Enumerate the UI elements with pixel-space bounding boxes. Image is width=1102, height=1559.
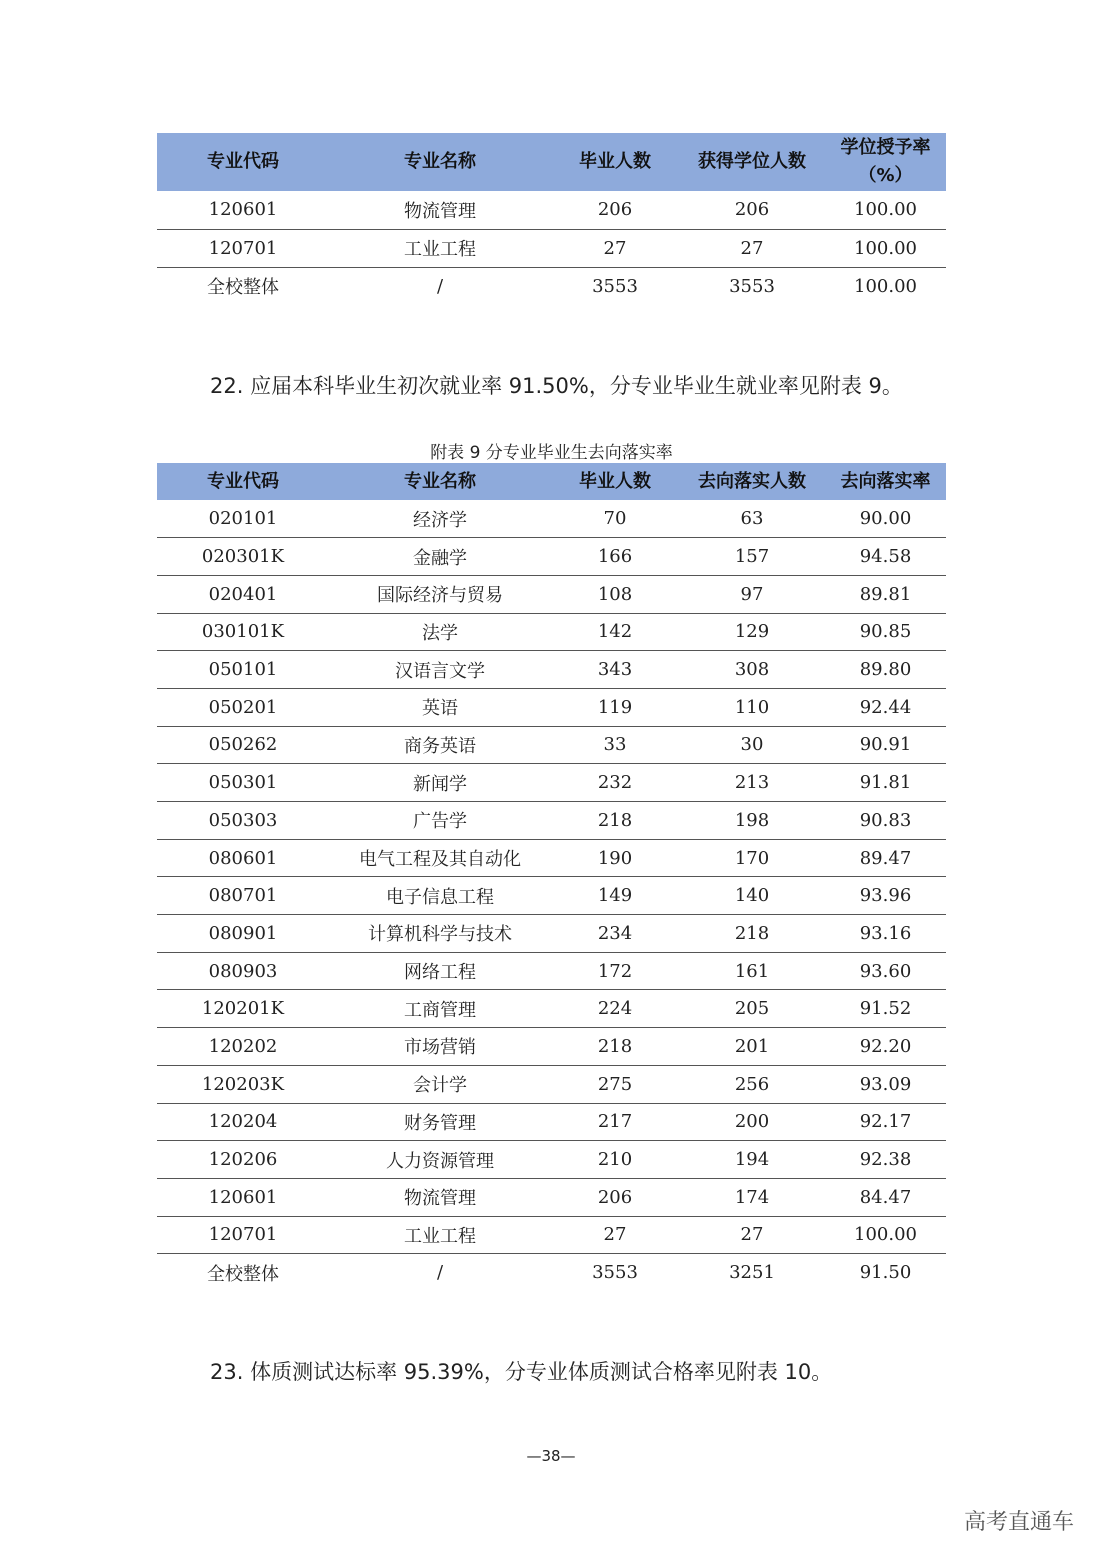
column-header: 专业名称 bbox=[329, 463, 551, 500]
table-cell: 142 bbox=[551, 613, 679, 651]
table-cell: 020401 bbox=[157, 575, 329, 613]
table-cell: 3553 bbox=[729, 275, 775, 297]
table-cell: 194 bbox=[679, 1141, 825, 1179]
table-cell: 201 bbox=[679, 1028, 825, 1066]
table-cell: 205 bbox=[679, 990, 825, 1028]
table-cell: 050201 bbox=[157, 688, 329, 726]
table-cell: 90.00 bbox=[825, 500, 946, 538]
table-cell: 91.50 bbox=[859, 1262, 912, 1284]
table-row bbox=[157, 839, 946, 877]
table-cell: 080903 bbox=[157, 952, 329, 990]
table-cell: 27 bbox=[551, 1216, 679, 1254]
table-row bbox=[157, 1065, 946, 1103]
table-cell: 170 bbox=[679, 839, 825, 877]
degree-table bbox=[157, 133, 946, 305]
table-cell: 119 bbox=[551, 688, 679, 726]
table-cell: 120204 bbox=[157, 1103, 329, 1141]
table-cell: 100.00 bbox=[825, 229, 946, 267]
table-cell: 63 bbox=[679, 500, 825, 538]
table-cell: 94.58 bbox=[825, 538, 946, 576]
table-cell: 84.47 bbox=[825, 1178, 946, 1216]
table-cell: 218 bbox=[551, 802, 679, 840]
table-cell: 149 bbox=[551, 877, 679, 915]
table-cell: 工商管理 bbox=[329, 990, 551, 1028]
table-cell: 物流管理 bbox=[329, 191, 551, 229]
table-cell: 210 bbox=[551, 1141, 679, 1179]
table-cell: 93.96 bbox=[825, 877, 946, 915]
table-cell: 206 bbox=[551, 1178, 679, 1216]
table-cell: 308 bbox=[679, 651, 825, 689]
table-cell: 广告学 bbox=[329, 802, 551, 840]
table-row bbox=[157, 500, 946, 538]
table-cell: 050303 bbox=[157, 802, 329, 840]
table-row bbox=[157, 764, 946, 802]
table-cell: 89.80 bbox=[825, 651, 946, 689]
table-cell: 172 bbox=[551, 952, 679, 990]
table-cell: 120201K bbox=[157, 990, 329, 1028]
table-cell: 92.17 bbox=[825, 1103, 946, 1141]
table-row bbox=[157, 538, 946, 576]
table-cell: 206 bbox=[679, 191, 825, 229]
table-cell: 108 bbox=[551, 575, 679, 613]
table-cell: 33 bbox=[551, 726, 679, 764]
table-row bbox=[157, 191, 946, 229]
table-cell: 120701 bbox=[157, 229, 329, 267]
table-cell: 190 bbox=[551, 839, 679, 877]
table-cell: 经济学 bbox=[329, 500, 551, 538]
table-cell: 90.83 bbox=[825, 802, 946, 840]
table-row bbox=[157, 726, 946, 764]
table-cell: 97 bbox=[679, 575, 825, 613]
table-cell: 90.91 bbox=[825, 726, 946, 764]
table-cell: 218 bbox=[679, 915, 825, 953]
table-cell: 050101 bbox=[157, 651, 329, 689]
table-cell: 物流管理 bbox=[329, 1178, 551, 1216]
table-cell: 140 bbox=[679, 877, 825, 915]
table-cell: 161 bbox=[679, 952, 825, 990]
table-cell: / bbox=[436, 1262, 444, 1284]
table-cell: 工业工程 bbox=[329, 1216, 551, 1254]
table-cell: 206 bbox=[551, 191, 679, 229]
table-cell: 020301K bbox=[157, 538, 329, 576]
table-cell: 343 bbox=[551, 651, 679, 689]
table-cell: 27 bbox=[679, 1216, 825, 1254]
paragraph-employment-rate: 22. 应届本科毕业生初次就业率 91.50%，分专业毕业生就业率见附表 9。 bbox=[210, 374, 903, 398]
table-cell: 93.16 bbox=[825, 915, 946, 953]
table-row bbox=[157, 688, 946, 726]
table-row bbox=[157, 1028, 946, 1066]
table-cell: 080901 bbox=[157, 915, 329, 953]
table-cell: 财务管理 bbox=[329, 1103, 551, 1141]
table-caption: 附表 9 分专业毕业生去向落实率 bbox=[430, 443, 673, 463]
table-cell: 213 bbox=[679, 764, 825, 802]
column-header: 去向落实率 bbox=[825, 463, 946, 500]
table-cell: 120601 bbox=[157, 191, 329, 229]
table-cell: 200 bbox=[679, 1103, 825, 1141]
table-row bbox=[157, 575, 946, 613]
table-cell: / bbox=[436, 275, 444, 297]
table-cell: 市场营销 bbox=[329, 1028, 551, 1066]
table-cell: 法学 bbox=[329, 613, 551, 651]
table-cell: 英语 bbox=[329, 688, 551, 726]
table-cell: 110 bbox=[679, 688, 825, 726]
table-cell: 3553 bbox=[592, 275, 638, 297]
table-cell: 020101 bbox=[157, 500, 329, 538]
column-header: 去向落实人数 bbox=[679, 463, 825, 500]
column-header: 专业代码 bbox=[157, 463, 329, 500]
column-header: 毕业人数 bbox=[551, 463, 679, 500]
table-row bbox=[157, 1254, 946, 1292]
table-cell: 050262 bbox=[157, 726, 329, 764]
table-cell: 030101K bbox=[157, 613, 329, 651]
table-header-row bbox=[157, 463, 946, 500]
table-cell: 198 bbox=[679, 802, 825, 840]
paragraph-fitness-rate: 23. 体质测试达标率 95.39%，分专业体质测试合格率见附表 10。 bbox=[210, 1360, 833, 1384]
table-cell: 网络工程 bbox=[329, 952, 551, 990]
table-cell: 100.00 bbox=[825, 1216, 946, 1254]
table-cell: 120203K bbox=[157, 1065, 329, 1103]
table-cell: 计算机科学与技术 bbox=[329, 915, 551, 953]
table-row bbox=[157, 229, 946, 267]
table-cell: 218 bbox=[551, 1028, 679, 1066]
table-cell: 金融学 bbox=[329, 538, 551, 576]
table-cell: 91.52 bbox=[825, 990, 946, 1028]
table-cell: 商务英语 bbox=[329, 726, 551, 764]
table-cell: 会计学 bbox=[329, 1065, 551, 1103]
column-header: 专业名称 bbox=[329, 133, 551, 191]
table-row bbox=[157, 1216, 946, 1254]
table-cell: 人力资源管理 bbox=[329, 1141, 551, 1179]
table-cell: 91.81 bbox=[825, 764, 946, 802]
table-row bbox=[157, 1178, 946, 1216]
table-header-row bbox=[157, 133, 946, 191]
table-cell: 157 bbox=[679, 538, 825, 576]
table-cell: 050301 bbox=[157, 764, 329, 802]
column-header: 获得学位人数 bbox=[679, 133, 825, 191]
table-cell: 30 bbox=[679, 726, 825, 764]
table-cell: 90.85 bbox=[825, 613, 946, 651]
table-row bbox=[157, 952, 946, 990]
table-cell: 93.09 bbox=[825, 1065, 946, 1103]
table-cell: 国际经济与贸易 bbox=[329, 575, 551, 613]
column-header: 毕业人数 bbox=[551, 133, 679, 191]
table-cell: 174 bbox=[679, 1178, 825, 1216]
table-cell: 电气工程及其自动化 bbox=[329, 839, 551, 877]
table-cell: 93.60 bbox=[825, 952, 946, 990]
table-cell: 232 bbox=[551, 764, 679, 802]
table-cell: 全校整体 bbox=[207, 277, 279, 299]
table-cell: 3553 bbox=[592, 1262, 638, 1284]
table-cell: 新闻学 bbox=[329, 764, 551, 802]
page-number: —38— bbox=[526, 1447, 576, 1465]
table-cell: 工业工程 bbox=[329, 229, 551, 267]
table-cell: 70 bbox=[551, 500, 679, 538]
table-cell: 27 bbox=[551, 229, 679, 267]
table-cell: 275 bbox=[551, 1065, 679, 1103]
watermark: 高考直通车 bbox=[963, 1510, 1074, 1535]
table-cell: 080601 bbox=[157, 839, 329, 877]
table-cell: 100.00 bbox=[825, 191, 946, 229]
table-row bbox=[157, 1141, 946, 1179]
table-cell: 全校整体 bbox=[207, 1263, 279, 1285]
column-header: 专业代码 bbox=[157, 133, 329, 191]
table-cell: 89.47 bbox=[825, 839, 946, 877]
table-cell: 89.81 bbox=[825, 575, 946, 613]
table-cell: 92.38 bbox=[825, 1141, 946, 1179]
table-row bbox=[157, 1103, 946, 1141]
table-cell: 电子信息工程 bbox=[329, 877, 551, 915]
table-cell: 217 bbox=[551, 1103, 679, 1141]
table-cell: 3251 bbox=[729, 1262, 775, 1284]
table-cell: 224 bbox=[551, 990, 679, 1028]
table-cell: 120202 bbox=[157, 1028, 329, 1066]
table-cell: 080701 bbox=[157, 877, 329, 915]
employment-table bbox=[157, 463, 946, 1291]
table-row bbox=[157, 915, 946, 953]
table-row bbox=[157, 990, 946, 1028]
table-row bbox=[157, 613, 946, 651]
table-cell: 166 bbox=[551, 538, 679, 576]
table-row bbox=[157, 802, 946, 840]
table-cell: 92.20 bbox=[825, 1028, 946, 1066]
table-row bbox=[157, 267, 946, 305]
table-row bbox=[157, 651, 946, 689]
table-cell: 234 bbox=[551, 915, 679, 953]
table-cell: 120206 bbox=[157, 1141, 329, 1179]
table-cell: 120601 bbox=[157, 1178, 329, 1216]
column-header: 学位授予率 （%） bbox=[825, 133, 946, 191]
table-cell: 129 bbox=[679, 613, 825, 651]
table-cell: 120701 bbox=[157, 1216, 329, 1254]
table-row bbox=[157, 877, 946, 915]
table-cell: 100.00 bbox=[854, 275, 917, 297]
table-cell: 汉语言文学 bbox=[329, 651, 551, 689]
table-cell: 256 bbox=[679, 1065, 825, 1103]
table-cell: 27 bbox=[679, 229, 825, 267]
table-cell: 92.44 bbox=[825, 688, 946, 726]
